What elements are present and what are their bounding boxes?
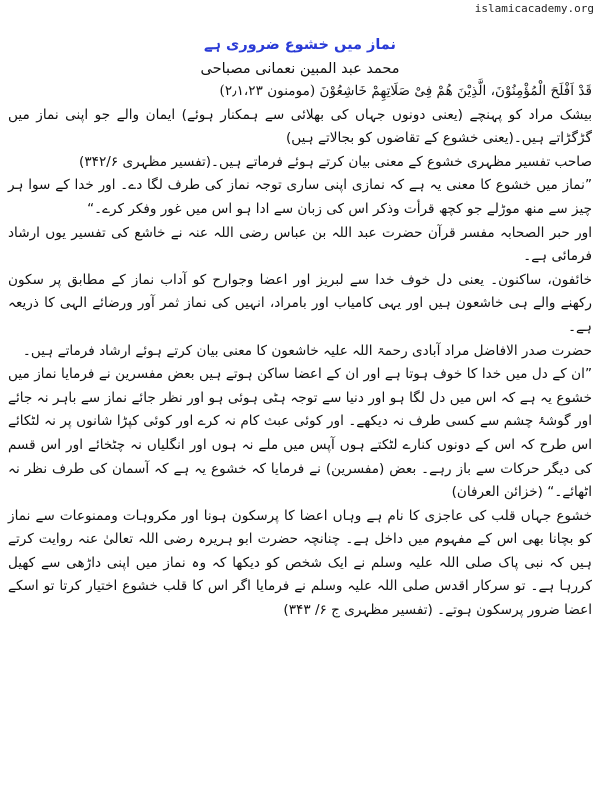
article-title: نماز میں خشوع ضروری ہے	[204, 37, 396, 53]
paragraph-ibn-abbas: اور حبر الصحابہ مفسر قرآن حضرت عبد اللہ بن عباس رضی اللہ عنہ نے خاشع کی تفسیر یوں ارشاد فرمائی ہے۔	[8, 224, 592, 265]
article	[8, 34, 592, 623]
paragraph-abu-huraira: خشوع جہاں قلب کی عاجزی کا نام ہے وہاں اعضا کا پرسکون ہونا اور مکروہات وممنوعات سے نماز کو بچانا بھی اس کے مفہوم میں داخل ہے۔ چنانچہ حضرت ابو ہریرہ رضی اللہ تعالیٰ عنہ روایت کرتے ہیں کہ نبی پاک صلی اللہ علیہ وسلم نے ایک شخص کو دیکھا کہ وہ نماز میں اپنی داڑھی سے کھیل کررہا ہے۔ تو سرکار اقدس صلی اللہ علیہ وسلم نے فرمایا اگر اس کا قلب خشوع اختیار کرتا تو اسکے اعضا ضرور پرسکون ہوتے۔ (تفسیر مظہری ج ۶/ ۳۴۳)	[8, 507, 592, 619]
verse-translation: بیشک مراد کو پہنچے (یعنی دونوں جہاں کی بھلائی سے ہمکنار ہوئے) ایمان والے جو اپنی نماز میں گڑگڑاتے ہیں۔(یعنی خشوع کے تقاضوں کو بجالاتے ہیں)	[8, 106, 592, 147]
site-watermark: islamicacademy.org	[474, 2, 594, 15]
quote-khazain-ul-irfan: ”ان کے دل میں خدا کا خوف ہوتا ہے اور ان کے اعضا ساکن ہوتے ہیں بعض مفسرین نے فرمایا نماز میں خشوع یہ ہے کہ اس میں دل لگا ہو اور دنیا سے توجہ ہٹی ہوئی ہو اور نظر جائے نماز سے باہر نہ جائے اور گوشۂ چشم سے کسی طرف نہ دیکھے۔ اور کوئی عبث کام نہ کرے اور کوئی کپڑا شانوں پر نہ لٹکائے اس طرح کہ اس کے دونوں کنارے لٹکتے ہوں آپس میں ملے نہ ہوں اور انگلیاں نہ چٹخائے اور اس قسم کی دیگر حرکات سے باز رہے۔ بعض (مفسرین) نے فرمایا کہ خشوع یہ ہے کہ آسمان کی طرف نظر نہ اٹھائے۔“ (خزائن العرفان)	[8, 366, 592, 501]
article-author: محمد عبد المبین نعمانی مصباحی	[200, 61, 400, 77]
paragraph-mazhari-intro: صاحب تفسیر مظہری خشوع کے معنی بیان کرتے ہوئے فرماتے ہیں۔(تفسیر مظہری ۳۴۲/۶)	[79, 153, 592, 170]
quran-verse: قَدْ اَفْلَحَ الْمُؤْمِنُوْنَ، الَّذِیْنَ ھُمْ فِیْ صَلَاتِھِمْ خَاشِعُوْنَ (مومنون ۲٫۱،۲۳)	[219, 83, 592, 99]
paragraph-sadr-ul-afazil: حضرت صدر الافاضل مراد آبادی رحمۃ اللہ علیہ خاشعون کا معنی بیان کرتے ہوئے ارشاد فرماتے ہیں۔	[22, 342, 592, 359]
paragraph-khaifoon: خائفون، ساکنون۔ یعنی دل خوف خدا سے لبریز اور اعضا وجوارح کو آداب نماز کے مطابق پر سکون رکھنے والے ہی خاشعون ہیں اور یہی کامیاب اور بامراد، انہیں کی نماز ثمر آور ورضائے الہی کا ذریعہ ہے۔	[8, 271, 592, 335]
quote-mazhari: ”نماز میں خشوع کا معنی یہ ہے کہ نمازی اپنی ساری توجہ نماز کی طرف لگا دے۔ اور خدا کے سوا ہر چیز سے منھ موڑلے جو کچھ قرأت وذکر اس کی زبان سے ادا ہو اس میں غور وفکر کرے۔“	[8, 177, 592, 217]
